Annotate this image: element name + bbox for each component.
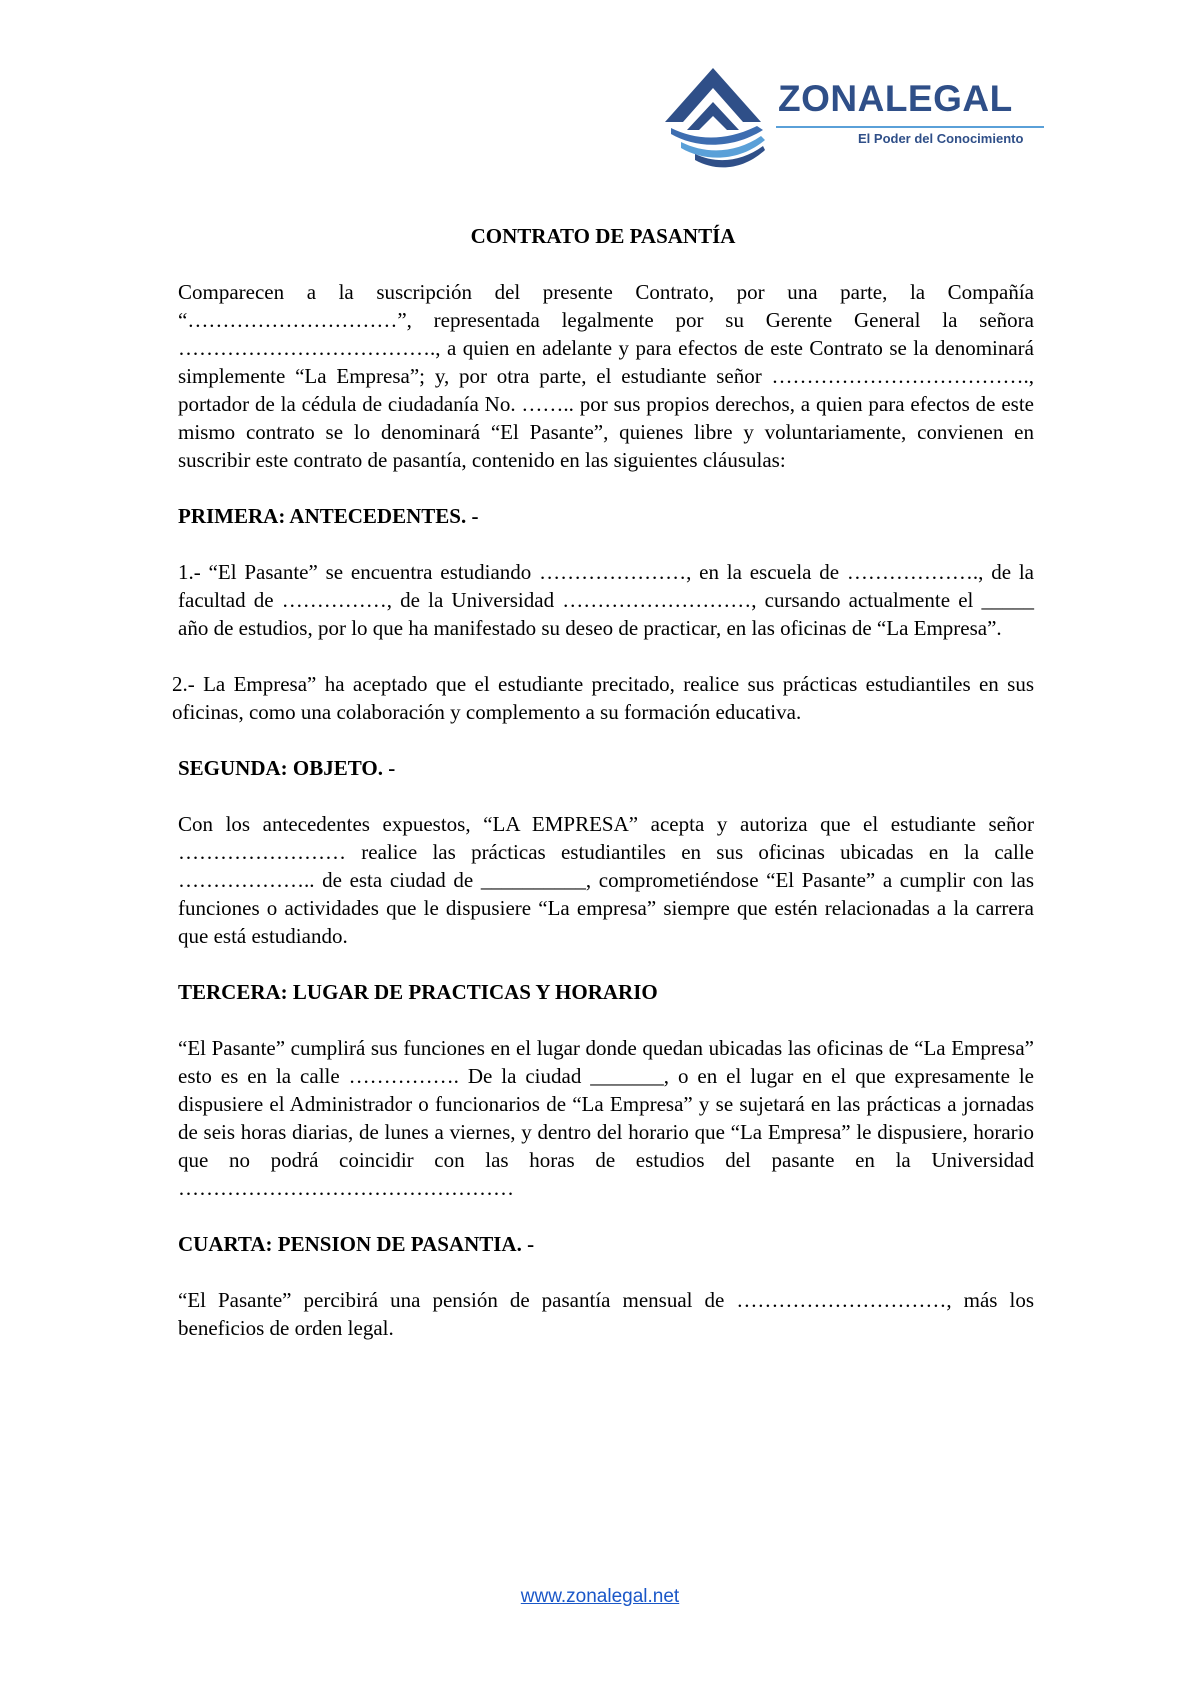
section-heading: CUARTA: PENSION DE PASANTIA. -: [178, 1232, 535, 1256]
section-paragraph: “El Pasante” percibirá una pensión de pasantía mensual de …………………………, más los beneficios de orden legal.: [178, 1288, 1034, 1340]
logo-brand-name: ZONALEGAL: [778, 78, 1013, 119]
intro-paragraph: Comparecen a la suscripción del presente Contrato, por una parte, la Compañía “…………………………”, representada legalmente por su Gerente General la señora ………………………………., a quien en adelante y para efectos de este Contrato se la denominará simplemente “La Empresa”; y, por otra parte, el estudiante señor ………………………………., portador de la cédula de ciudadanía No. …….. por sus propios derechos, a quien para efectos de este mismo contrato se lo denominará “El Pasante”, quienes libre y voluntariamente, convienen en suscribir este contrato de pasantía, contenido en las siguientes cláusulas:: [178, 280, 1034, 472]
document-title: CONTRATO DE PASANTÍA: [470, 224, 736, 248]
logo-tagline: El Poder del Conocimiento: [858, 131, 1024, 146]
section-primera: [172, 502, 1034, 726]
logo-divider: [776, 126, 1044, 128]
section-heading: SEGUNDA: OBJETO. -: [178, 756, 396, 780]
section-cuarta: [172, 1230, 1034, 1342]
section-paragraph: “El Pasante” cumplirá sus funciones en el lugar donde quedan ubicadas las oficinas de “La Empresa” esto es en la calle ……………. De la ciudad _______, o en el lugar en el que expresamente le dispusiere el Administrador o funcionarios de “La Empresa” y se sujetará en las prácticas a jornadas de seis horas diarias, de lunes a viernes, y dentro del horario que “La Empresa” le dispusiere, horario que no podrá coincidir con las horas de estudios del pasante en la Universidad …………………………………………: [178, 1036, 1034, 1200]
document-body: [172, 222, 1034, 1370]
footer: [0, 1586, 1200, 1608]
section-heading: PRIMERA: ANTECEDENTES. -: [178, 504, 479, 528]
section-tercera: [172, 978, 1034, 1202]
section-paragraph: 2.- La Empresa” ha aceptado que el estudiante precitado, realice sus prácticas estudiantiles en sus oficinas, como una colaboración y complemento a su formación educativa.: [172, 672, 1034, 724]
section-heading: TERCERA: LUGAR DE PRACTICAS Y HORARIO: [178, 980, 658, 1004]
section-segunda: [172, 754, 1034, 950]
section-paragraph: Con los antecedentes expuestos, “LA EMPRESA” acepta y autoriza que el estudiante señor …………………… realice las prácticas estudiantiles en sus oficinas ubicadas en la calle ……………….. de esta ciudad de __________, comprometiéndose “El Pasante” a cumplir con las funciones o actividades que le dispusiere “La empresa” siempre que estén relacionadas a la carrera que está estudiando.: [178, 812, 1034, 948]
footer-website-link[interactable]: www.zonalegal.net: [520, 1586, 680, 1607]
section-paragraph: 1.- “El Pasante” se encuentra estudiando …………………, en la escuela de ………………., de la facultad de ……………, de la Universidad ………………………, cursando actualmente el _____ año de estudios, por lo que ha manifestado su deseo de practicar, en las oficinas de “La Empresa”.: [178, 560, 1034, 640]
